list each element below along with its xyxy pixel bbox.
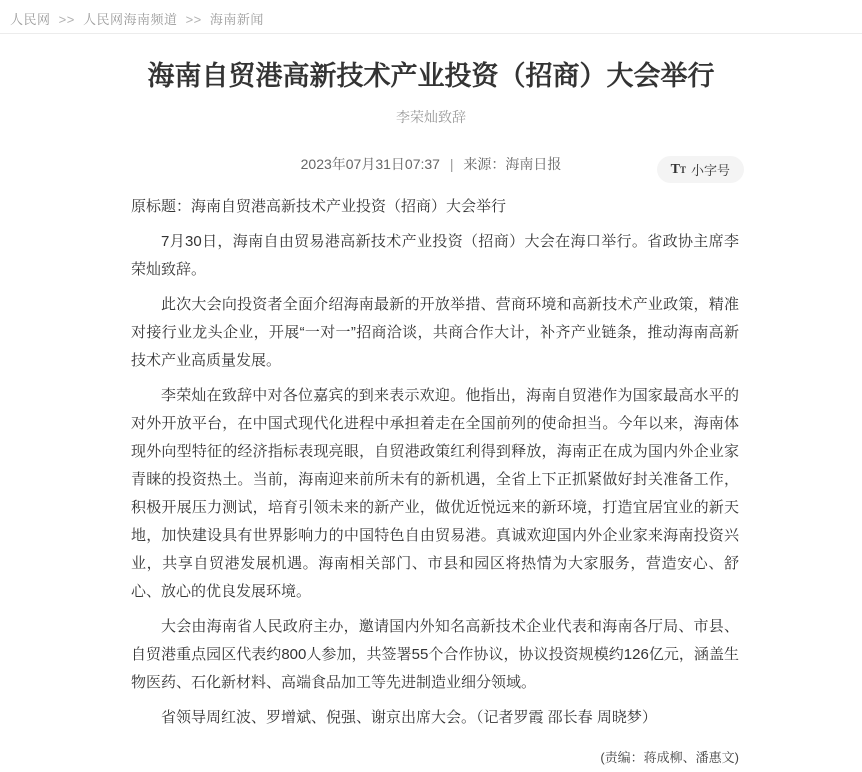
breadcrumb-link-hainan-channel[interactable]: 人民网海南频道 [82,12,178,27]
article-paragraph: 大会由海南省人民政府主办，邀请国内外知名高新技术企业代表和海南各厅局、市县、自贸港重点园区代表约800人参加，共签署55个合作协议，协议投资规模约126亿元，涵盖生物医药、石化新材料、高端食品加工等先进制造业细分领域。 [131,618,739,691]
article-paragraph: 省领导周红波、罗增斌、倪强、谢京出席大会。（记者罗霞 邵长春 周晓梦） [161,709,657,726]
breadcrumb-link-peoples-daily[interactable]: 人民网 [10,12,51,27]
source-link[interactable]: 海南日报 [505,156,562,172]
article-subtitle: 李荣灿致辞 [396,109,466,125]
breadcrumb-separator: >> [185,12,202,27]
breadcrumb-separator: >> [58,12,75,27]
article-paragraph: 此次大会向投资者全面介绍海南最新的开放举措、营商环境和高新技术产业政策，精准对接行业龙头企业，开展“一对一”招商洽谈，共商合作大计，补齐产业链条，推动海南高新技术产业高质量发展。 [131,296,739,369]
original-title: 原标题：海南自贸港高新技术产业投资（招商）大会举行 [131,198,507,215]
font-size-button[interactable] [657,156,744,183]
font-size-button-label: 小字号 [690,163,730,178]
article-paragraph: 7月30日，海南自由贸易港高新技术产业投资（招商）大会在海口举行。省政协主席李荣灿致辞。 [131,233,739,278]
breadcrumb-link-hainan-news[interactable]: 海南新闻 [209,12,264,27]
font-size-icon: T T [670,161,686,177]
header-divider-line [0,33,862,34]
meta-divider: | [449,156,454,172]
editor-credit: (责编：蒋成柳、潘惠文) [600,750,739,765]
source-label: 来源： [463,156,506,172]
article-paragraph: 李荣灿在致辞中对各位嘉宾的到来表示欢迎。他指出，海南自贸港作为国家最高水平的对外开放平台，在中国式现代化进程中承担着走在全国前列的使命担当。今年以来，海南体现外向型特征的经济指标表现亮眼，自贸港政策红利得到释放，海南正在成为国内外企业家青睐的投资热土。当前，海南迎来前所未有的新机遇，全省上下正抓紧做好封关准备工作，积极开展压力测试，培育引领未来的新产业，做优近悦远来的新环境，打造宜居宜业的新天地，加快建设具有世界影响力的中国特色自由贸易港。真诚欢迎国内外企业家来海南投资兴业，共享自贸港发展机遇。海南相关部门、市县和园区将热情为大家服务，营造安心、舒心、放心的优良发展环境。 [131,387,739,600]
breadcrumb [10,9,264,28]
publish-date: 2023年07月31日07:37 [300,156,440,172]
article-body [131,193,739,772]
page-title: 海南自贸港高新技术产业投资（招商）大会举行 [147,61,715,91]
